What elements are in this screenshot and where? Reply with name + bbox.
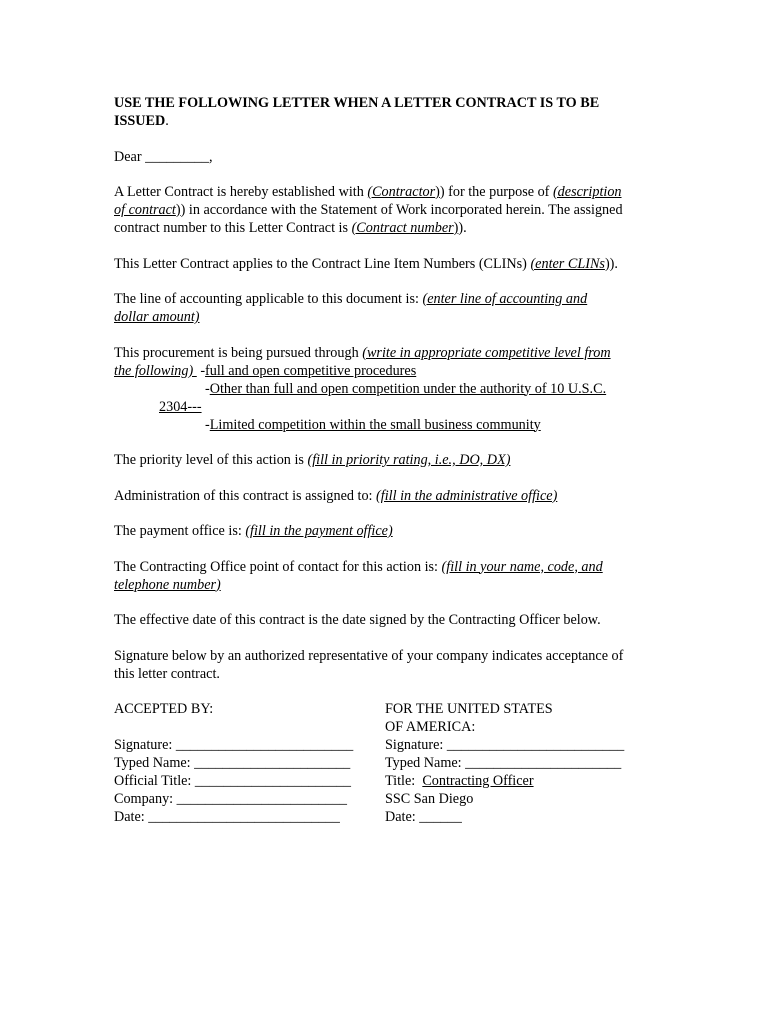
para1-text: A Letter Contract is hereby established with: [114, 184, 368, 200]
option-limited-line: [114, 417, 541, 433]
accounting-field-cont: dollar amount): [114, 309, 200, 325]
heading-line1: USE THE FOLLOWING LETTER WHEN A LETTER CONTRACT IS TO BE: [114, 95, 600, 111]
priority-field: (fill in priority rating, i.e., DO, DX): [307, 452, 511, 468]
salutation-suffix: ,: [208, 148, 213, 165]
contract-number-field: (Contract number: [351, 220, 454, 236]
organization-name: SSC San Diego: [385, 791, 474, 807]
option-other-cont: 2304---: [159, 398, 202, 415]
contractor-signature-field[interactable]: Signature: _________________________: [114, 737, 354, 753]
contractor-close: ): [435, 184, 440, 200]
accounting-field: (enter line of accounting and: [422, 291, 588, 307]
option-dash-1: -: [196, 362, 206, 379]
signature-block: [114, 700, 674, 826]
contractor-company-field[interactable]: Company: ________________________: [114, 791, 347, 807]
option-other-than-full: Other than full and open competition under the authority of 10 U.S.C.: [209, 380, 607, 397]
para1-text-3: ) in accordance with the Statement of Work incorporated herein. The assigned: [180, 202, 623, 218]
para10-line2: this letter contract.: [114, 665, 220, 682]
heading-line2: ISSUED: [114, 113, 166, 129]
contractor-field: (Contractor: [367, 184, 436, 200]
description-field: (description: [552, 184, 622, 200]
accepted-by-label: ACCEPTED BY:: [114, 701, 214, 717]
contact-field-cont: telephone number): [114, 576, 221, 593]
clins-field: (enter CLINs: [530, 255, 605, 272]
of-america-label: OF AMERICA:: [385, 719, 476, 735]
contractor-typed-name-field[interactable]: Typed Name: ______________________: [114, 755, 351, 771]
contractor-date-field[interactable]: Date: ___________________________: [114, 809, 340, 825]
contract-number-close: ): [453, 220, 459, 236]
competitive-level-field-cont: the following): [114, 362, 197, 379]
para5-text: The priority level of this action is: [114, 452, 308, 468]
heading-period: .: [165, 113, 169, 129]
description-field-cont: of contract: [114, 202, 176, 218]
para1-text-4: contract number to this Letter Contract is: [114, 220, 352, 236]
contractor-signature-column: [114, 700, 385, 826]
para1-text-5: ).: [458, 220, 467, 236]
option-dash-2: -: [205, 380, 210, 397]
clins-close: ): [604, 255, 610, 272]
competitive-level-field: (write in appropriate competitive level from: [362, 344, 611, 361]
para4-text: This procurement is being pursued through: [114, 344, 363, 361]
united-states-label: FOR THE UNITED STATES: [385, 701, 553, 717]
salutation: [114, 148, 674, 166]
para10-line1: Signature below by an authorized representative of your company indicates acceptance of: [114, 647, 624, 664]
paragraph-procurement: [114, 344, 674, 434]
description-close: ): [175, 202, 181, 218]
instruction-heading: [114, 94, 674, 130]
para1-text-2: ) for the purpose of: [439, 184, 553, 200]
paragraph-payment: [114, 522, 674, 540]
payment-office-field: (fill in the payment office): [245, 523, 393, 539]
paragraph-accounting: [114, 290, 674, 326]
para2-text: This Letter Contract applies to the Contract Line Item Numbers (CLINs): [114, 255, 531, 272]
option-dash-3: -: [205, 416, 210, 433]
salutation-prefix: Dear: [114, 148, 146, 165]
para2-text-2: ).: [609, 255, 618, 272]
option-other-line: [114, 381, 606, 397]
letter-document: [114, 94, 674, 826]
administrative-office-field: (fill in the administrative office): [376, 487, 558, 504]
option-full-open: full and open competitive procedures: [205, 362, 417, 379]
government-date-field[interactable]: Date: ______: [385, 809, 462, 825]
spacer-line: [114, 718, 385, 736]
paragraph-acceptance: [114, 647, 674, 683]
para7-text: The payment office is:: [114, 523, 246, 539]
contact-field: (fill in your name, code, and: [441, 558, 603, 575]
paragraph-administration: [114, 487, 674, 505]
government-signature-column: [385, 700, 674, 826]
government-signature-field[interactable]: Signature: _________________________: [385, 737, 625, 753]
paragraph-establishment: [114, 183, 674, 237]
government-title-row: [385, 772, 674, 790]
para8-text: The Contracting Office point of contact for this action is:: [114, 558, 442, 575]
para6-text: Administration of this contract is assigned to:: [114, 487, 377, 504]
title-label: Title:: [385, 773, 423, 789]
contracting-officer-title: Contracting Officer: [422, 773, 534, 789]
paragraph-point-of-contact: [114, 558, 674, 594]
paragraph-clins: [114, 255, 674, 273]
salutation-blank: _________: [145, 148, 209, 165]
paragraph-priority: [114, 451, 674, 469]
government-typed-name-field[interactable]: Typed Name: ______________________: [385, 755, 622, 771]
para3-text: The line of accounting applicable to this document is:: [114, 291, 423, 307]
paragraph-effective-date: The effective date of this contract is the date signed by the Contracting Officer below.: [114, 612, 601, 628]
contractor-official-title-field[interactable]: Official Title: ______________________: [114, 773, 351, 789]
option-limited: Limited competition within the small business community: [209, 416, 541, 433]
